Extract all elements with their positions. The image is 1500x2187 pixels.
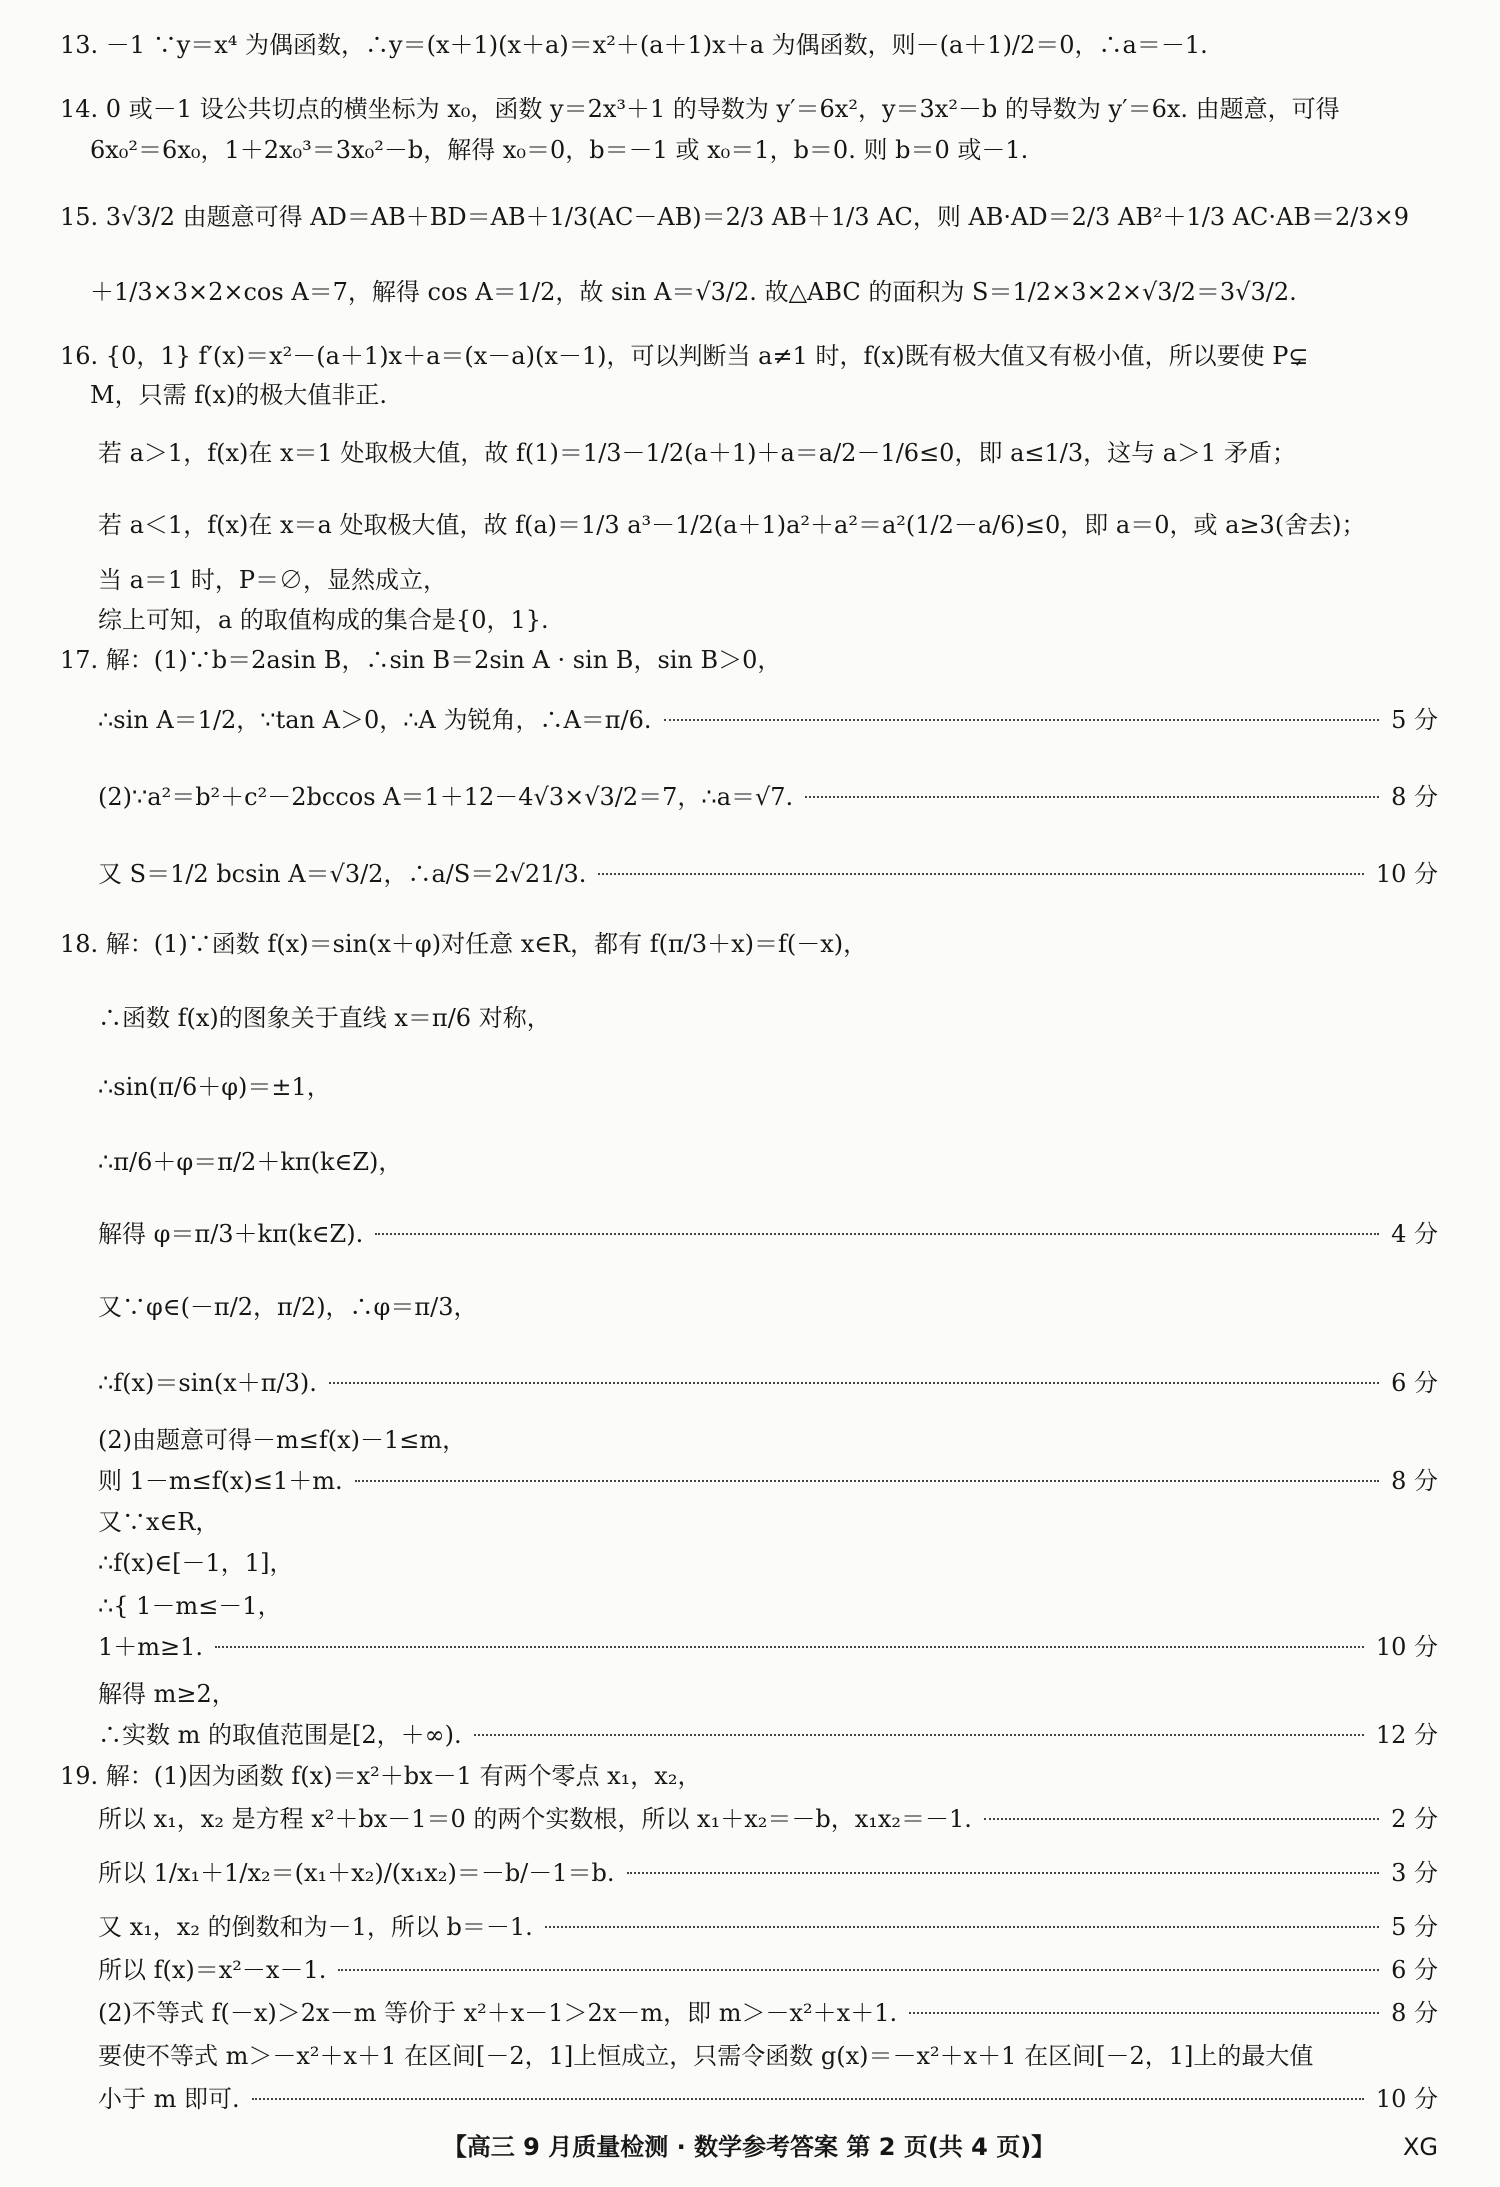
answer-text: ＋1/3×3×2×cos A＝7，解得 cos A＝1/2，故 sin A＝√3/2. 故△ABC 的面积为 S＝1/2×3×2×√3/2＝3√3/2. (90, 278, 1297, 306)
q18-line-7 (98, 1366, 1438, 1400)
q16-line-5 (98, 563, 1438, 597)
score-label: 8 分 (1391, 783, 1438, 811)
footer-title: 【高三 9 月质量检测 · 数学参考答案 第 2 页(共 4 页)】 (442, 2133, 1056, 2161)
answer-text: 又 x₁，x₂ 的倒数和为－1，所以 b＝－1. (98, 1913, 533, 1941)
answer-text: 6x₀²＝6x₀，1＋2x₀³＝3x₀²－b，解得 x₀＝0，b＝－1 或 x₀＝1，b＝0. 则 b＝0 或－1. (90, 136, 1029, 164)
answer-text: 小于 m 即可. (98, 2085, 240, 2113)
answer-text: (2)由题意可得－m≤f(x)－1≤m， (98, 1426, 467, 1454)
q16-line-1 (60, 339, 1438, 373)
q18-line-10 (98, 1505, 1438, 1539)
q19-line-8 (98, 2082, 1438, 2116)
q18-line-15 (98, 1718, 1438, 1752)
answer-text: ∴实数 m 的取值范围是[2，＋∞). (98, 1721, 462, 1749)
q19-line-5 (98, 1953, 1438, 1987)
leader-dots (338, 1969, 1379, 1971)
answer-text: 若 a＞1，f(x)在 x＝1 处取极大值，故 f(1)＝1/3－1/2(a＋1)＋a＝a/2－1/6≤0，即 a≤1/3，这与 a＞1 矛盾； (98, 439, 1296, 467)
score-label: 12 分 (1375, 1721, 1438, 1749)
q18-line-11 (98, 1546, 1438, 1580)
q14-line-2 (90, 133, 1438, 167)
q18-line-14 (98, 1677, 1438, 1711)
answer-text: 当 a＝1 时，P＝∅，显然成立， (98, 566, 447, 594)
q15-line-1 (60, 200, 1438, 234)
leader-dots (545, 1926, 1379, 1928)
score-label: 6 分 (1391, 1956, 1438, 1984)
q18-line-2 (98, 1001, 1438, 1035)
score-label: 4 分 (1391, 1220, 1438, 1248)
answer-text: 则 1－m≤f(x)≤1＋m. (98, 1467, 343, 1495)
leader-dots (805, 796, 1379, 798)
answer-text: 又 S＝1/2 bcsin A＝√3/2，∴a/S＝2√21/3. (98, 860, 587, 888)
q18-line-5 (98, 1217, 1438, 1251)
q17-line-1 (60, 643, 1438, 677)
q16-line-4 (98, 508, 1438, 542)
score-label: 2 分 (1391, 1805, 1438, 1833)
answer-text: ∴f(x)＝sin(x＋π/3). (98, 1369, 317, 1397)
score-label: 3 分 (1391, 1859, 1438, 1887)
q15-line-2 (90, 275, 1438, 309)
answer-text: (2)∵a²＝b²＋c²－2bccos A＝1＋12－4√3×√3/2＝7，∴a＝√7. (98, 783, 794, 811)
score-label: 8 分 (1391, 1467, 1438, 1495)
answer-text: 19. 解：(1)因为函数 f(x)＝x²＋bx－1 有两个零点 x₁，x₂， (60, 1762, 702, 1790)
answer-text: 综上可知，a 的取值构成的集合是{0，1}. (98, 606, 549, 634)
answer-text: ∴π/6＋φ＝π/2＋kπ(k∈Z)， (98, 1148, 403, 1176)
answer-text: ∴函数 f(x)的图象关于直线 x＝π/6 对称， (98, 1004, 551, 1032)
score-label: 5 分 (1391, 1913, 1438, 1941)
leader-dots (215, 1646, 1364, 1648)
answer-text: 所以 x₁，x₂ 是方程 x²＋bx－1＝0 的两个实数根，所以 x₁＋x₂＝－b，x₁x₂＝－1. (98, 1805, 972, 1833)
q19-line-4 (98, 1910, 1438, 1944)
q19-line-3 (98, 1856, 1438, 1890)
q16-line-3 (98, 436, 1438, 470)
answer-text: ∴f(x)∈[－1，1]， (98, 1549, 294, 1577)
q16-line-6 (98, 603, 1438, 637)
answer-text: 所以 f(x)＝x²－x－1. (98, 1956, 327, 1984)
q19-line-1 (60, 1759, 1438, 1793)
q18-line-4 (98, 1145, 1438, 1179)
leader-dots (627, 1872, 1380, 1874)
leader-dots (355, 1480, 1379, 1482)
q16-line-2 (90, 378, 1438, 412)
score-label: 6 分 (1391, 1369, 1438, 1397)
answer-text: ∴sin(π/6＋φ)＝±1， (98, 1073, 331, 1101)
q19-line-2 (98, 1802, 1438, 1836)
score-label: 10 分 (1375, 2085, 1438, 2113)
answer-text: 15. 3√3/2 由题意可得 AD＝AB＋BD＝AB＋1/3(AC－AB)＝2/3 AB＋1/3 AC，则 AB·AD＝2/3 AB²＋1/3 AC·AB＝2/3×9 (60, 203, 1410, 231)
q18-line-1 (60, 927, 1438, 961)
answer-text: 若 a＜1，f(x)在 x＝a 处取极大值，故 f(a)＝1/3 a³－1/2(a＋1)a²＋a²＝a²(1/2－a/6)≤0，即 a＝0，或 a≥3(舍去)； (98, 511, 1366, 539)
q14-line-1 (60, 92, 1438, 126)
score-label: 5 分 (1391, 706, 1438, 734)
q13-line (60, 28, 1438, 62)
answer-text: 14. 0 或－1 设公共切点的横坐标为 x₀，函数 y＝2x³＋1 的导数为 y′＝6x²，y＝3x²－b 的导数为 y′＝6x. 由题意，可得 (60, 95, 1340, 123)
q18-line-9 (98, 1464, 1438, 1498)
leader-dots (252, 2098, 1364, 2100)
leader-dots (598, 873, 1363, 875)
leader-dots (664, 719, 1380, 721)
answer-text: 又∵x∈R， (98, 1508, 220, 1536)
leader-dots (375, 1233, 1379, 1235)
answer-text: 13. －1 ∵y＝x⁴ 为偶函数，∴y＝(x＋1)(x＋a)＝x²＋(a＋1)x＋a 为偶函数，则－(a＋1)/2＝0，∴a＝－1. (60, 31, 1208, 59)
q18-line-3 (98, 1070, 1438, 1104)
q19-line-7 (98, 2039, 1438, 2073)
leader-dots (474, 1734, 1364, 1736)
answer-text: 要使不等式 m＞－x²＋x＋1 在区间[－2，1]上恒成立，只需令函数 g(x)＝－x²＋x＋1 在区间[－2，1]上的最大值 (98, 2042, 1314, 2070)
answer-text: 17. 解：(1)∵b＝2asin B，∴sin B＝2sin A · sin B，sin B＞0， (60, 646, 782, 674)
footer-code: XG (1402, 2133, 1438, 2161)
q17-line-3 (98, 780, 1438, 814)
answer-text: 1＋m≥1. (98, 1633, 204, 1661)
leader-dots (329, 1382, 1379, 1384)
score-label: 8 分 (1391, 1999, 1438, 2027)
answer-text: 解得 φ＝π/3＋kπ(k∈Z). (98, 1220, 364, 1248)
answer-text: 又∵φ∈(－π/2，π/2)，∴φ＝π/3， (98, 1293, 478, 1321)
answer-text: 16. {0，1} f′(x)＝x²－(a＋1)x＋a＝(x－a)(x－1)，可以判断当 a≠1 时，f(x)既有极大值又有极小值，所以要使 P⊊ (60, 342, 1309, 370)
q17-line-4 (98, 857, 1438, 891)
score-label: 10 分 (1375, 1633, 1438, 1661)
q18-line-6 (98, 1290, 1438, 1324)
answer-text: M，只需 f(x)的极大值非正. (90, 381, 387, 409)
answer-text: 18. 解：(1)∵函数 f(x)＝sin(x＋φ)对任意 x∈R，都有 f(π/3＋x)＝f(－x)， (60, 930, 868, 958)
answer-text: (2)不等式 f(－x)＞2x－m 等价于 x²＋x－1＞2x－m，即 m＞－x²＋x＋1. (98, 1999, 898, 2027)
q19-line-6 (98, 1996, 1438, 2030)
leader-dots (984, 1818, 1379, 1820)
q18-line-12 (98, 1589, 1438, 1623)
q18-line-8 (98, 1423, 1438, 1457)
answer-text: 解得 m≥2， (98, 1680, 236, 1708)
leader-dots (909, 2012, 1379, 2014)
q17-line-2 (98, 703, 1438, 737)
q18-line-13 (98, 1630, 1438, 1664)
answer-text: 所以 1/x₁＋1/x₂＝(x₁＋x₂)/(x₁x₂)＝－b/－1＝b. (98, 1859, 615, 1887)
score-label: 10 分 (1375, 860, 1438, 888)
answer-text: ∴sin A＝1/2，∵tan A＞0，∴A 为锐角，∴A＝π/6. (98, 706, 652, 734)
answer-text: ∴{ 1－m≤－1， (98, 1592, 282, 1620)
